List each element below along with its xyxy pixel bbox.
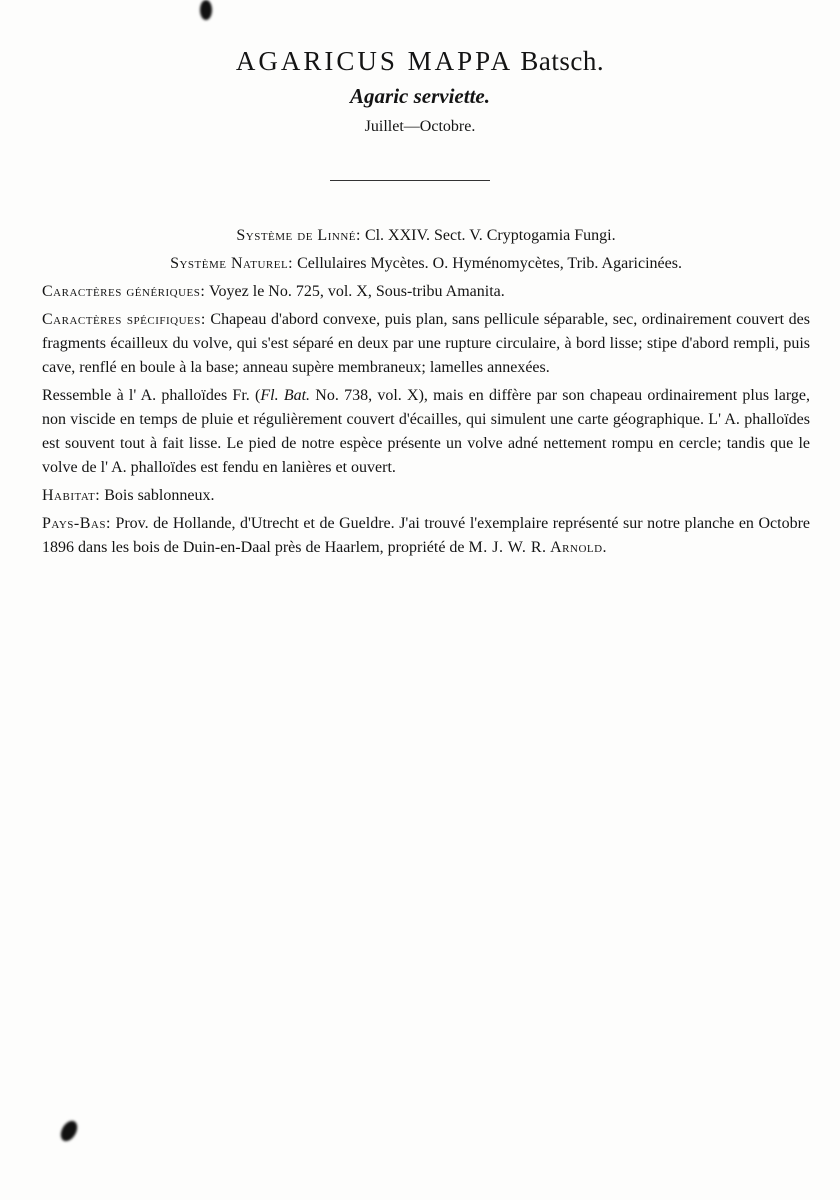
naturel-line: [42, 252, 810, 276]
species-author: Batsch.: [520, 46, 605, 76]
page-title: [0, 42, 840, 80]
generiques-text: Voyez le No. 725, vol. X, Sous-tribu Amanita.: [205, 283, 505, 300]
specifiques-text: Chapeau d'abord convexe, puis plan, sans pellicule séparable, sec, ordinairement couvert des fragments écailleux du volve, qui s'est séparé en deux par une rupture circulaire, à bord lisse; stipe d'abord rempli, puis cave, renflé en boule à la base; anneau supère membraneux; lamelles annexées.: [42, 311, 810, 376]
ink-blot: [57, 1118, 80, 1144]
ink-blot: [200, 0, 212, 20]
species-name: AGARICUS MAPPA: [235, 46, 514, 76]
ressemble-text-after: No. 738, vol. X), mais en diffère par son chapeau ordinairement plus large, non viscide en temps de pluie et régulièrement couvert d'écailles, qui simulent une carte géographique. L' A. phalloïdes est souvent tout à fait lisse. Le pied de notre espèce présente un volve adné nettement rompu en cercle; tandis que le volve de l' A. phalloïdes est fendu en lanières et ouvert.: [42, 387, 810, 476]
specifiques-paragraph: [42, 308, 810, 380]
divider: [330, 180, 490, 181]
specifiques-label: Caractères spécifiques:: [42, 311, 206, 328]
generiques-label: Caractères génériques:: [42, 283, 206, 300]
linne-label: Système de Linné:: [236, 227, 361, 244]
header: [0, 42, 840, 142]
pays-bas-label: Pays-Bas:: [42, 515, 111, 532]
ressemble-text-before: Ressemble à l' A. phalloïdes Fr. (: [42, 387, 261, 404]
linne-line: [42, 224, 810, 248]
generiques-paragraph: [42, 280, 810, 304]
habitat-paragraph: [42, 484, 810, 508]
habitat-label: Habitat:: [42, 487, 101, 504]
description-body: [42, 224, 810, 564]
owner-name: M. J. W. R. Arnold.: [468, 539, 608, 556]
ressemble-reference: Fl. Bat.: [260, 387, 311, 404]
naturel-label: Système Naturel:: [170, 255, 294, 272]
pays-bas-text: Prov. de Hollande, d'Utrecht et de Gueldre. J'ai trouvé l'exemplaire représenté sur notre planche en Octobre 1896 dans les bois de Duin-en-Daal près de Haarlem, propriété de: [42, 515, 810, 556]
naturel-text: Cellulaires Mycètes. O. Hyménomycètes, Trib. Agaricinées.: [293, 255, 682, 272]
pays-bas-paragraph: [42, 512, 810, 560]
season: Juillet—Octobre.: [364, 118, 476, 135]
common-name: Agaric serviette.: [350, 84, 490, 108]
linne-text: Cl. XXIV. Sect. V. Cryptogamia Fungi.: [360, 227, 616, 244]
habitat-text: Bois sablonneux.: [100, 487, 215, 504]
ressemble-paragraph: [42, 384, 810, 480]
